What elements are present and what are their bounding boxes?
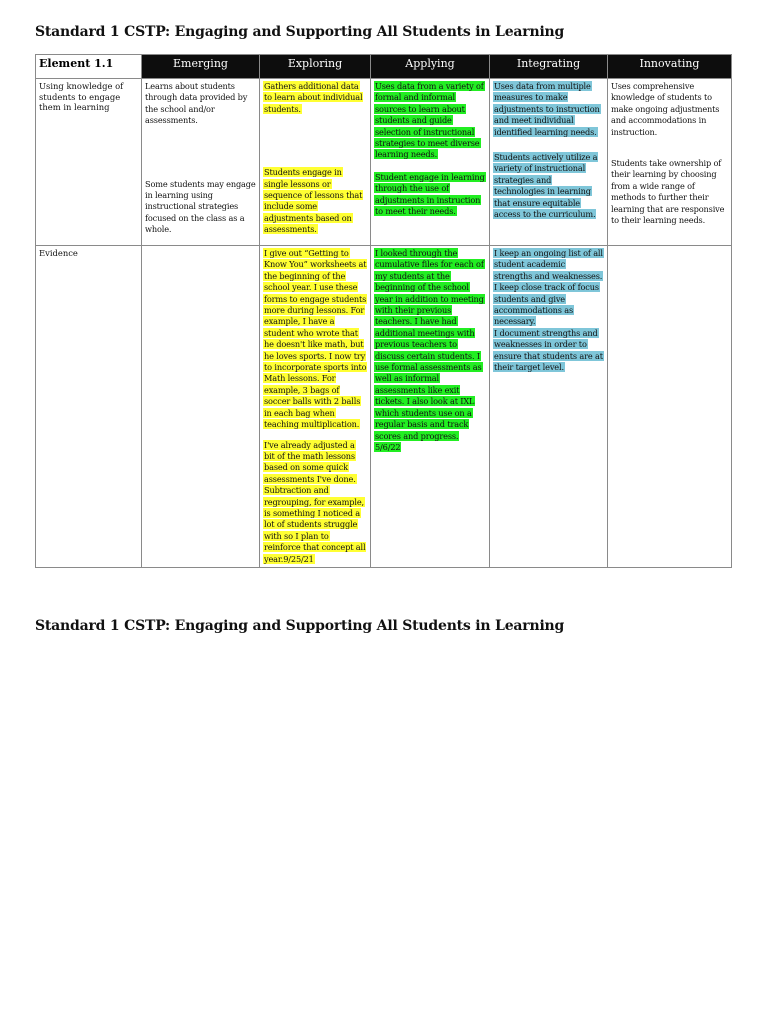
cell-evidence-innovating: [608, 246, 732, 568]
cell-evidence-emerging: [142, 246, 260, 568]
row-label-knowledge: Using knowledge of students to engage them in learning: [36, 79, 142, 246]
cstp-rubric-table: [35, 54, 732, 568]
page-title-repeat: Standard 1 CSTP: Engaging and Supporting All Students in Learning: [35, 618, 565, 634]
header-row: [36, 55, 732, 79]
cell-evidence-applying: I looked through the cumulative files for each of my students at the beginning of the school year in addition to meeting with their previous teachers. I have had additional meetings with previous teachers to discuss certain students. I use formal assessments as well as informal assessments like exit tickets. I also look at IXL which students use on a regular basis and track scores and progress. 5/6/22: [371, 246, 490, 568]
evidence-row: [36, 246, 732, 568]
cell-knowledge-exploring: Gathers additional data to learn about individual students. Students engage in single lessons or sequence of lessons that include some adjustments based on assessments.: [260, 79, 371, 246]
cell-knowledge-emerging: Learns about students through data provided by the school and/or assessments. Some students may engage in learning using instructional strategies focused on the class as a whole.: [142, 79, 260, 246]
element-label: Element 1.1: [36, 55, 142, 79]
cell-evidence-exploring: I give out “Getting to Know You” worksheets at the beginning of the school year. I use these forms to engage students more during lessons. For example, I have a student who wrote that he doesn't like math, but he loves sports. I now try to incorporate sports into Math lessons. For example, 3 bags of soccer balls with 2 balls in each bag when teaching multiplication. I've already adjusted a bit of the math lessons based on some quick assessments I've done. Subtraction and regrouping, for example, is something I noticed a lot of students struggle with so I plan to reinforce that concept all year.9/25/21: [260, 246, 371, 568]
page-title: Standard 1 CSTP: Engaging and Supporting All Students in Learning: [35, 24, 565, 40]
level-integrating: Integrating: [490, 55, 608, 79]
cell-evidence-integrating: I keep an ongoing list of all student academic strengths and weaknesses. I keep close track of focus students and give accommodations as necessary. I document strengths and weaknesses in order to ensure that students are at their target level.: [490, 246, 608, 568]
knowledge-row: [36, 79, 732, 246]
level-innovating: Innovating: [608, 55, 732, 79]
level-exploring: Exploring: [260, 55, 371, 79]
row-label-evidence: Evidence: [36, 246, 142, 568]
cell-knowledge-innovating: Uses comprehensive knowledge of students to make ongoing adjustments and accommodations in instruction. Students take ownership of their learning by choosing from a wide range of methods to further their learning that are responsive to their learning needs.: [608, 79, 732, 246]
cell-knowledge-applying: Uses data from a variety of formal and informal sources to learn about students and guide selection of instructional strategies to meet diverse learning needs. Student engage in learning through the use of adjustments in instruction to meet their needs.: [371, 79, 490, 246]
cell-knowledge-integrating: Uses data from multiple measures to make adjustments to instruction and meet individual identified learning needs. Students actively utilize a variety of instructional strategies and technologies in learning that ensure equitable access to the curriculum.: [490, 79, 608, 246]
level-applying: Applying: [371, 55, 490, 79]
level-emerging: Emerging: [142, 55, 260, 79]
